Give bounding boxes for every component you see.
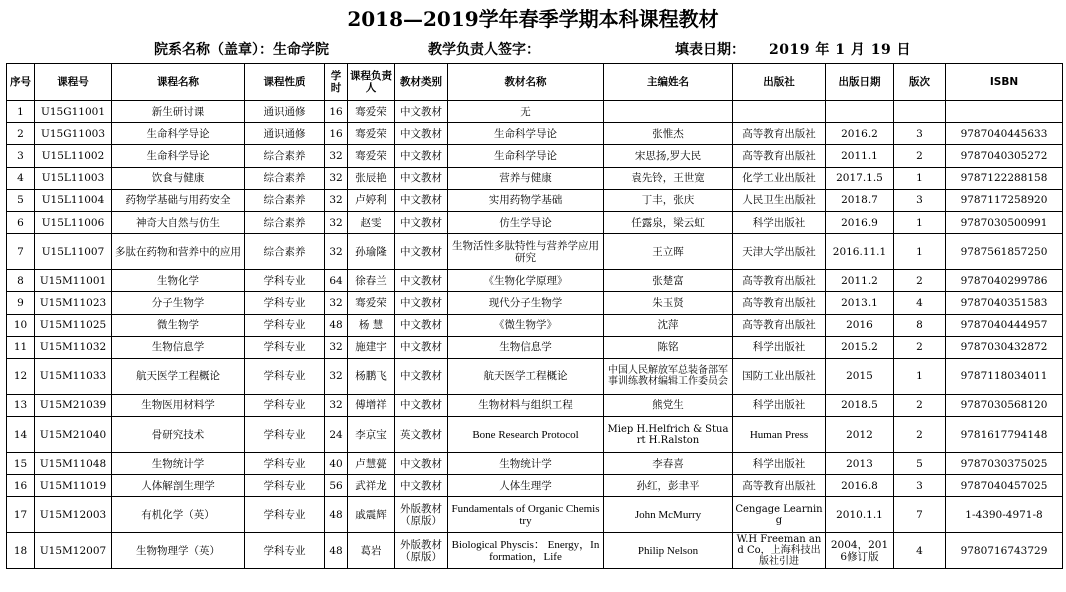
cell-textbook-category: 英文教材 — [395, 417, 448, 453]
cell-course-type: 综合素养 — [245, 167, 325, 189]
cell-editor: Philip Nelson — [604, 533, 733, 569]
cell-editor: 朱玉贤 — [604, 292, 733, 314]
cell-pub-date: 2018.7 — [826, 189, 894, 211]
cell-course-type: 学科专业 — [245, 453, 325, 475]
table-row — [7, 123, 1063, 145]
cell-course-type: 学科专业 — [245, 475, 325, 497]
cell-textbook-name: 营养与健康 — [448, 167, 604, 189]
cell-publisher: 化学工业出版社 — [733, 167, 826, 189]
cell-course-code: U15G11003 — [35, 123, 112, 145]
cell-publisher: 高等教育出版社 — [733, 475, 826, 497]
cell-hours: 16 — [325, 101, 348, 123]
table-row — [7, 145, 1063, 167]
cell-hours: 32 — [325, 211, 348, 233]
cell-course-type: 学科专业 — [245, 336, 325, 358]
cell-publisher: 科学出版社 — [733, 336, 826, 358]
cell-course-name: 生命科学导论 — [112, 123, 245, 145]
cell-edition: 1 — [894, 211, 946, 233]
table-row — [7, 167, 1063, 189]
cell-hours: 48 — [325, 533, 348, 569]
cell-course-lead: 杨鹏飞 — [348, 358, 395, 394]
cell-seq: 1 — [7, 101, 35, 123]
cell-textbook-category: 中文教材 — [395, 145, 448, 167]
cell-course-name: 生命科学导论 — [112, 145, 245, 167]
cell-hours: 24 — [325, 417, 348, 453]
cell-textbook-name: 无 — [448, 101, 604, 123]
cell-course-lead: 骞爱荣 — [348, 292, 395, 314]
cell-isbn: 9787040305272 — [946, 145, 1063, 167]
header-course-type: 课程性质 — [245, 64, 325, 101]
cell-isbn: 9787040457025 — [946, 475, 1063, 497]
table-row — [7, 417, 1063, 453]
date-line — [675, 41, 911, 59]
cell-edition: 1 — [894, 167, 946, 189]
cell-isbn: 9787030375025 — [946, 453, 1063, 475]
cell-editor: 王立晖 — [604, 234, 733, 270]
header-publisher: 出版社 — [733, 64, 826, 101]
cell-seq: 3 — [7, 145, 35, 167]
cell-publisher: 高等教育出版社 — [733, 123, 826, 145]
cell-course-name: 生物统计学 — [112, 453, 245, 475]
cell-publisher: 国防工业出版社 — [733, 358, 826, 394]
cell-seq: 5 — [7, 189, 35, 211]
cell-textbook-category: 中文教材 — [395, 292, 448, 314]
cell-course-name: 航天医学工程概论 — [112, 358, 245, 394]
cell-publisher: Human Press — [733, 417, 826, 453]
cell-course-type: 学科专业 — [245, 292, 325, 314]
cell-textbook-category: 中文教材 — [395, 234, 448, 270]
cell-course-code: U15M21039 — [35, 394, 112, 416]
cell-isbn: 9787118034011 — [946, 358, 1063, 394]
cell-textbook-category: 中文教材 — [395, 189, 448, 211]
cell-textbook-category: 外版教材（原版） — [395, 497, 448, 533]
table-body — [7, 101, 1063, 569]
department-label: 院系名称（盖章）： — [154, 42, 273, 58]
cell-editor: 任露泉，梁云虹 — [604, 211, 733, 233]
cell-course-lead: 傅增祥 — [348, 394, 395, 416]
table-row — [7, 189, 1063, 211]
department-line — [154, 41, 329, 59]
cell-editor: 熊党生 — [604, 394, 733, 416]
cell-publisher: 科学出版社 — [733, 394, 826, 416]
cell-isbn: 9787040299786 — [946, 270, 1063, 292]
header-pub-date: 出版日期 — [826, 64, 894, 101]
cell-course-name: 药物学基础与用药安全 — [112, 189, 245, 211]
cell-edition: 2 — [894, 417, 946, 453]
cell-publisher: 科学出版社 — [733, 453, 826, 475]
cell-edition: 1 — [894, 358, 946, 394]
cell-textbook-name: 实用药物学基础 — [448, 189, 604, 211]
cell-pub-date: 2011.2 — [826, 270, 894, 292]
header-textbook-category: 教材类别 — [395, 64, 448, 101]
cell-course-type: 通识通修 — [245, 101, 325, 123]
cell-publisher: W.H Freeman and Co，上海科技出版社引进 — [733, 533, 826, 569]
cell-textbook-name: 仿生学导论 — [448, 211, 604, 233]
cell-course-name: 生物物理学（英） — [112, 533, 245, 569]
cell-edition: 5 — [894, 453, 946, 475]
header-isbn: ISBN — [946, 64, 1063, 101]
cell-course-type: 综合素养 — [245, 234, 325, 270]
cell-course-lead: 李京宝 — [348, 417, 395, 453]
header-edition: 版次 — [894, 64, 946, 101]
cell-course-lead: 卢婷利 — [348, 189, 395, 211]
cell-pub-date: 2016.11.1 — [826, 234, 894, 270]
table-row — [7, 475, 1063, 497]
cell-course-name: 生物医用材料学 — [112, 394, 245, 416]
cell-editor: 陈铭 — [604, 336, 733, 358]
header-course-lead: 课程负责人 — [348, 64, 395, 101]
cell-seq: 10 — [7, 314, 35, 336]
cell-hours: 32 — [325, 234, 348, 270]
cell-textbook-category: 中文教材 — [395, 336, 448, 358]
cell-isbn: 9780716743729 — [946, 533, 1063, 569]
cell-editor: 宋思扬,罗大民 — [604, 145, 733, 167]
cell-isbn: 9781617794148 — [946, 417, 1063, 453]
cell-textbook-name: 人体生理学 — [448, 475, 604, 497]
cell-course-code: U15M21040 — [35, 417, 112, 453]
cell-seq: 2 — [7, 123, 35, 145]
cell-textbook-name: Fundamentals of Organic Chemistry — [448, 497, 604, 533]
cell-course-lead: 施建宇 — [348, 336, 395, 358]
cell-hours: 32 — [325, 292, 348, 314]
cell-hours: 32 — [325, 167, 348, 189]
table-row — [7, 394, 1063, 416]
cell-seq: 4 — [7, 167, 35, 189]
cell-course-code: U15L11006 — [35, 211, 112, 233]
cell-isbn: 9787030432872 — [946, 336, 1063, 358]
cell-course-code: U15G11001 — [35, 101, 112, 123]
cell-course-name: 多肽在药物和营养中的应用 — [112, 234, 245, 270]
cell-textbook-name: 现代分子生物学 — [448, 292, 604, 314]
cell-edition: 8 — [894, 314, 946, 336]
cell-course-code: U15M11019 — [35, 475, 112, 497]
cell-publisher: 天津大学出版社 — [733, 234, 826, 270]
cell-publisher: 高等教育出版社 — [733, 270, 826, 292]
cell-hours: 32 — [325, 189, 348, 211]
cell-course-name: 饮食与健康 — [112, 167, 245, 189]
cell-course-name: 微生物学 — [112, 314, 245, 336]
cell-textbook-name: 生命科学导论 — [448, 145, 604, 167]
cell-editor: 张楚富 — [604, 270, 733, 292]
cell-course-code: U15M12003 — [35, 497, 112, 533]
cell-pub-date: 2011.1 — [826, 145, 894, 167]
header-hours: 学时 — [325, 64, 348, 101]
cell-edition — [894, 101, 946, 123]
cell-pub-date: 2015 — [826, 358, 894, 394]
cell-editor: 张惟杰 — [604, 123, 733, 145]
cell-isbn: 9787040444957 — [946, 314, 1063, 336]
document-title: 2018—2019学年春季学期本科课程教材 — [347, 7, 719, 31]
cell-course-type: 综合素养 — [245, 145, 325, 167]
cell-editor: 丁丰，张庆 — [604, 189, 733, 211]
table-row — [7, 211, 1063, 233]
cell-textbook-name: 《生物化学原理》 — [448, 270, 604, 292]
cell-pub-date — [826, 101, 894, 123]
cell-pub-date: 2012 — [826, 417, 894, 453]
cell-isbn: 9787561857250 — [946, 234, 1063, 270]
cell-textbook-name: 生物信息学 — [448, 336, 604, 358]
cell-pub-date: 2013 — [826, 453, 894, 475]
cell-pub-date: 2004，2016修订版 — [826, 533, 894, 569]
cell-course-code: U15M11025 — [35, 314, 112, 336]
table-row — [7, 234, 1063, 270]
cell-course-type: 学科专业 — [245, 358, 325, 394]
cell-publisher: 高等教育出版社 — [733, 145, 826, 167]
cell-hours: 16 — [325, 123, 348, 145]
table-header-row — [7, 64, 1063, 101]
cell-course-name: 人体解剖生理学 — [112, 475, 245, 497]
cell-edition: 7 — [894, 497, 946, 533]
cell-editor: Miep H.Helfrich & Stuart H.Ralston — [604, 417, 733, 453]
cell-textbook-category: 中文教材 — [395, 453, 448, 475]
cell-course-code: U15L11002 — [35, 145, 112, 167]
cell-course-code: U15M12007 — [35, 533, 112, 569]
cell-hours: 32 — [325, 394, 348, 416]
cell-editor — [604, 101, 733, 123]
cell-hours: 40 — [325, 453, 348, 475]
cell-isbn — [946, 101, 1063, 123]
header-course-code: 课程号 — [35, 64, 112, 101]
table-row — [7, 358, 1063, 394]
cell-editor: John McMurry — [604, 497, 733, 533]
cell-seq: 8 — [7, 270, 35, 292]
cell-isbn: 9787122288158 — [946, 167, 1063, 189]
cell-textbook-category: 中文教材 — [395, 394, 448, 416]
cell-course-name: 有机化学（英） — [112, 497, 245, 533]
cell-isbn: 9787117258920 — [946, 189, 1063, 211]
textbook-table — [6, 63, 1063, 569]
cell-course-lead: 卢慧甍 — [348, 453, 395, 475]
table-row — [7, 453, 1063, 475]
cell-edition: 3 — [894, 123, 946, 145]
cell-pub-date: 2016.9 — [826, 211, 894, 233]
cell-edition: 1 — [894, 234, 946, 270]
cell-pub-date: 2016 — [826, 314, 894, 336]
cell-course-code: U15M11033 — [35, 358, 112, 394]
cell-course-lead: 张辰艳 — [348, 167, 395, 189]
cell-isbn: 9787030568120 — [946, 394, 1063, 416]
header-textbook-name: 教材名称 — [448, 64, 604, 101]
cell-seq: 18 — [7, 533, 35, 569]
cell-edition: 2 — [894, 270, 946, 292]
cell-seq: 14 — [7, 417, 35, 453]
cell-course-name: 神奇大自然与仿生 — [112, 211, 245, 233]
cell-hours: 48 — [325, 314, 348, 336]
cell-course-name: 生物信息学 — [112, 336, 245, 358]
cell-publisher: Cengage Learning — [733, 497, 826, 533]
cell-course-type: 学科专业 — [245, 497, 325, 533]
cell-textbook-category: 中文教材 — [395, 101, 448, 123]
cell-course-code: U15L11004 — [35, 189, 112, 211]
cell-pub-date: 2016.8 — [826, 475, 894, 497]
cell-course-name: 骨研究技术 — [112, 417, 245, 453]
cell-pub-date: 2010.1.1 — [826, 497, 894, 533]
table-row — [7, 497, 1063, 533]
cell-seq: 16 — [7, 475, 35, 497]
cell-textbook-name: 生命科学导论 — [448, 123, 604, 145]
cell-publisher: 科学出版社 — [733, 211, 826, 233]
cell-seq: 12 — [7, 358, 35, 394]
cell-editor: 沈萍 — [604, 314, 733, 336]
cell-textbook-name: Biological Physcis： Energy，Information，Life — [448, 533, 604, 569]
header-editor: 主编姓名 — [604, 64, 733, 101]
cell-textbook-category: 中文教材 — [395, 358, 448, 394]
cell-pub-date: 2013.1 — [826, 292, 894, 314]
table-row — [7, 101, 1063, 123]
cell-hours: 32 — [325, 358, 348, 394]
cell-course-type: 学科专业 — [245, 417, 325, 453]
cell-textbook-name: 生物统计学 — [448, 453, 604, 475]
cell-hours: 48 — [325, 497, 348, 533]
cell-seq: 15 — [7, 453, 35, 475]
cell-isbn: 1-4390-4971-8 — [946, 497, 1063, 533]
cell-textbook-name: Bone Research Protocol — [448, 417, 604, 453]
cell-course-code: U15M11048 — [35, 453, 112, 475]
table-row — [7, 292, 1063, 314]
cell-textbook-name: 《微生物学》 — [448, 314, 604, 336]
cell-publisher: 人民卫生出版社 — [733, 189, 826, 211]
cell-edition: 2 — [894, 394, 946, 416]
cell-course-type: 学科专业 — [245, 533, 325, 569]
cell-course-type: 学科专业 — [245, 394, 325, 416]
cell-course-lead: 骞爱荣 — [348, 123, 395, 145]
table-row — [7, 533, 1063, 569]
cell-course-type: 学科专业 — [245, 314, 325, 336]
cell-edition: 2 — [894, 145, 946, 167]
cell-course-code: U15M11023 — [35, 292, 112, 314]
table-row — [7, 270, 1063, 292]
cell-textbook-name: 航天医学工程概论 — [448, 358, 604, 394]
cell-course-type: 学科专业 — [245, 270, 325, 292]
cell-course-lead: 戚震辉 — [348, 497, 395, 533]
signature-label: 教学负责人签字： — [428, 42, 540, 58]
cell-course-lead: 葛岩 — [348, 533, 395, 569]
cell-course-lead: 赵雯 — [348, 211, 395, 233]
signature-line — [428, 41, 540, 59]
cell-course-lead: 徐春兰 — [348, 270, 395, 292]
cell-seq: 6 — [7, 211, 35, 233]
cell-hours: 56 — [325, 475, 348, 497]
cell-isbn: 9787040351583 — [946, 292, 1063, 314]
cell-edition: 3 — [894, 475, 946, 497]
cell-course-name: 分子生物学 — [112, 292, 245, 314]
cell-pub-date: 2015.2 — [826, 336, 894, 358]
cell-edition: 4 — [894, 292, 946, 314]
cell-course-name: 生物化学 — [112, 270, 245, 292]
cell-hours: 32 — [325, 145, 348, 167]
table-row — [7, 336, 1063, 358]
cell-textbook-category: 中文教材 — [395, 211, 448, 233]
cell-textbook-category: 中文教材 — [395, 314, 448, 336]
cell-textbook-category: 中文教材 — [395, 123, 448, 145]
cell-course-lead: 孙瑜隆 — [348, 234, 395, 270]
cell-pub-date: 2017.1.5 — [826, 167, 894, 189]
cell-course-code: U15L11003 — [35, 167, 112, 189]
cell-publisher: 高等教育出版社 — [733, 292, 826, 314]
cell-course-type: 综合素养 — [245, 189, 325, 211]
cell-course-code: U15M11032 — [35, 336, 112, 358]
cell-course-code: U15M11001 — [35, 270, 112, 292]
cell-textbook-category: 中文教材 — [395, 270, 448, 292]
cell-course-type: 综合素养 — [245, 211, 325, 233]
cell-seq: 9 — [7, 292, 35, 314]
cell-course-lead: 骞爱荣 — [348, 101, 395, 123]
cell-isbn: 9787040445633 — [946, 123, 1063, 145]
cell-hours: 32 — [325, 336, 348, 358]
cell-seq: 13 — [7, 394, 35, 416]
cell-hours: 64 — [325, 270, 348, 292]
department-value: 生命学院 — [273, 42, 329, 58]
cell-course-name: 新生研讨课 — [112, 101, 245, 123]
cell-pub-date: 2018.5 — [826, 394, 894, 416]
header-course-name: 课程名称 — [112, 64, 245, 101]
table-row — [7, 314, 1063, 336]
cell-course-code: U15L11007 — [35, 234, 112, 270]
cell-edition: 4 — [894, 533, 946, 569]
cell-textbook-category: 外版教材（原版） — [395, 533, 448, 569]
header-seq: 序号 — [7, 64, 35, 101]
cell-publisher: 高等教育出版社 — [733, 314, 826, 336]
cell-course-lead: 武祥龙 — [348, 475, 395, 497]
cell-course-lead: 骞爱荣 — [348, 145, 395, 167]
cell-editor: 中国人民解放军总装备部军事训练教材编辑工作委员会 — [604, 358, 733, 394]
cell-textbook-name: 生物材料与组织工程 — [448, 394, 604, 416]
cell-course-type: 通识通修 — [245, 123, 325, 145]
cell-course-lead: 杨 慧 — [348, 314, 395, 336]
cell-seq: 17 — [7, 497, 35, 533]
cell-edition: 3 — [894, 189, 946, 211]
cell-publisher — [733, 101, 826, 123]
date-label: 填表日期： — [675, 42, 745, 58]
cell-textbook-name: 生物活性多肽特性与营养学应用研究 — [448, 234, 604, 270]
cell-editor: 袁先铃，王世宽 — [604, 167, 733, 189]
cell-isbn: 9787030500991 — [946, 211, 1063, 233]
cell-seq: 7 — [7, 234, 35, 270]
cell-textbook-category: 中文教材 — [395, 475, 448, 497]
cell-pub-date: 2016.2 — [826, 123, 894, 145]
date-value: 2019 年 1 月 19 日 — [769, 42, 912, 58]
cell-editor: 李春喜 — [604, 453, 733, 475]
cell-edition: 2 — [894, 336, 946, 358]
cell-editor: 孙红，彭聿平 — [604, 475, 733, 497]
cell-textbook-category: 中文教材 — [395, 167, 448, 189]
cell-seq: 11 — [7, 336, 35, 358]
